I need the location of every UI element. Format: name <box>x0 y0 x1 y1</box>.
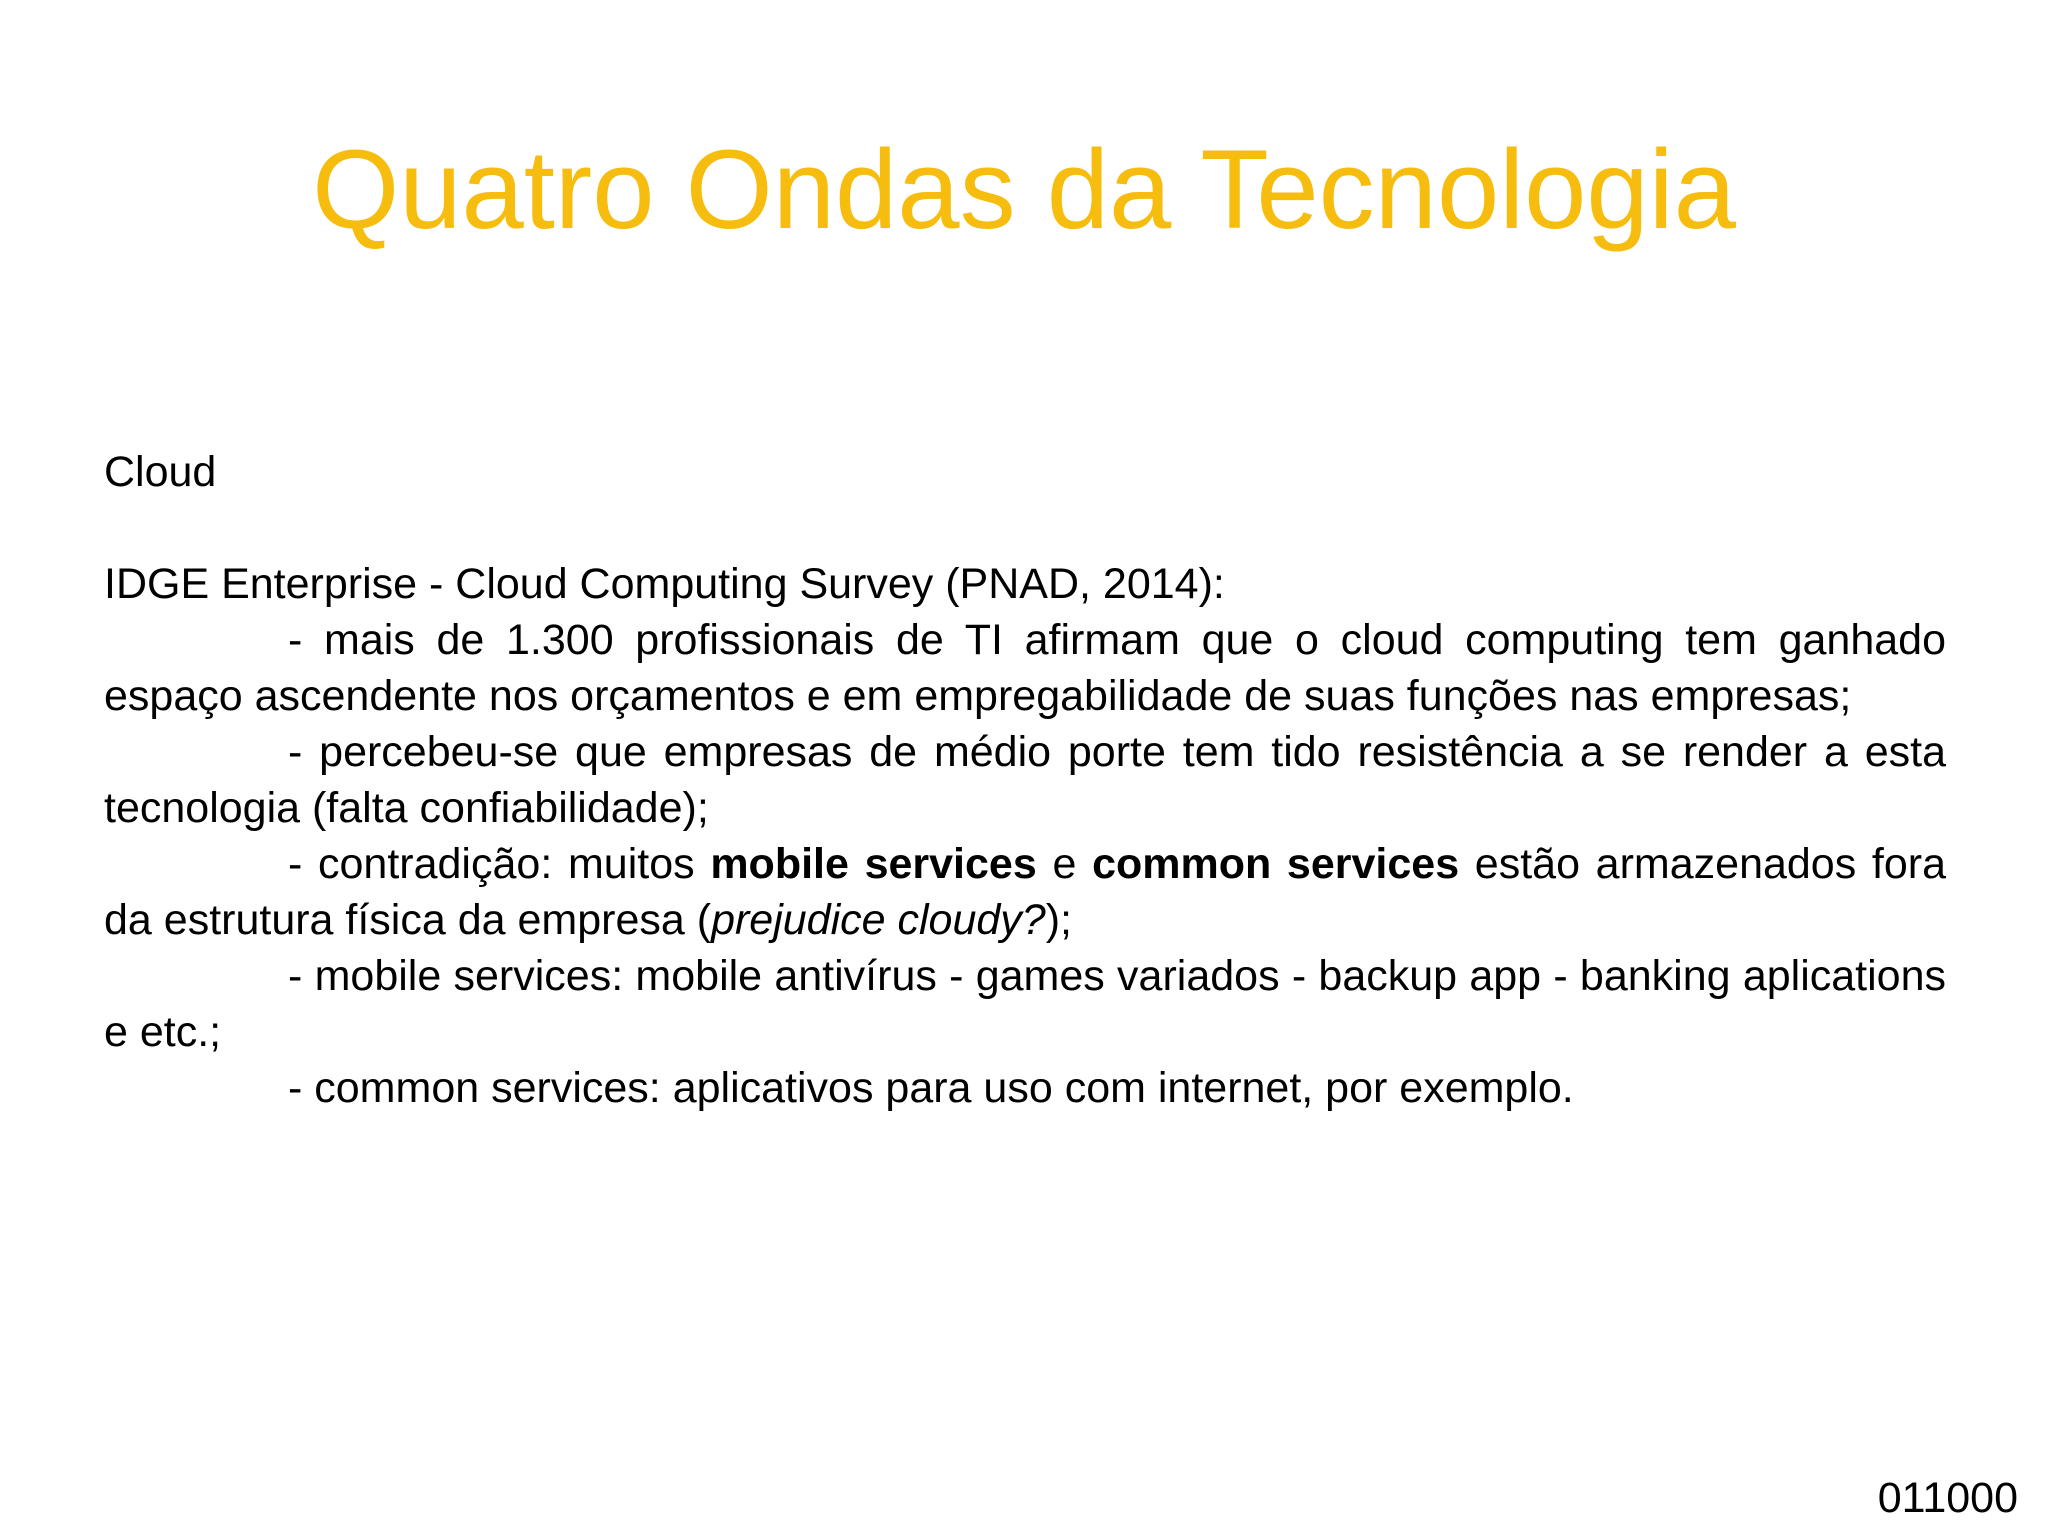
spacer <box>104 500 1946 556</box>
survey-heading: IDGE Enterprise - Cloud Computing Survey (PNAD, 2014): <box>104 560 1225 608</box>
bullet-item: - percebeu-se que empresas de médio porte tem tido resistência a se render a esta tecnologia (falta confiabilidade); <box>104 728 1946 832</box>
page-number: 011000 <box>1877 1474 2018 1522</box>
bold-term: mobile services <box>710 840 1037 888</box>
section-heading: Cloud <box>104 448 217 496</box>
bullet-text: - contradição: muitos <box>288 840 711 888</box>
slide-title: Quatro Ondas da Tecnologia <box>312 127 1736 252</box>
bold-term: common services <box>1092 840 1460 888</box>
bullet-item <box>104 836 1946 948</box>
bullet-item: - common services: aplicativos para uso com internet, por exemplo. <box>288 1064 1574 1112</box>
bullet-text: estão armazenados fora da estrutura física da empresa ( <box>104 840 1947 944</box>
italic-term: prejudice cloudy? <box>711 896 1046 944</box>
bullet-text: e <box>1036 840 1093 888</box>
bullet-item: - mais de 1.300 profissionais de TI afirmam que o cloud computing tem ganhado espaço ascendente nos orçamentos e em empregabilidade de suas funções nas empresas; <box>104 616 1946 720</box>
bullet-text: ); <box>1045 896 1073 944</box>
slide-body <box>104 444 1946 1116</box>
bullet-item: - mobile services: mobile antivírus - games variados - backup app - banking aplications e etc.; <box>104 952 1946 1056</box>
